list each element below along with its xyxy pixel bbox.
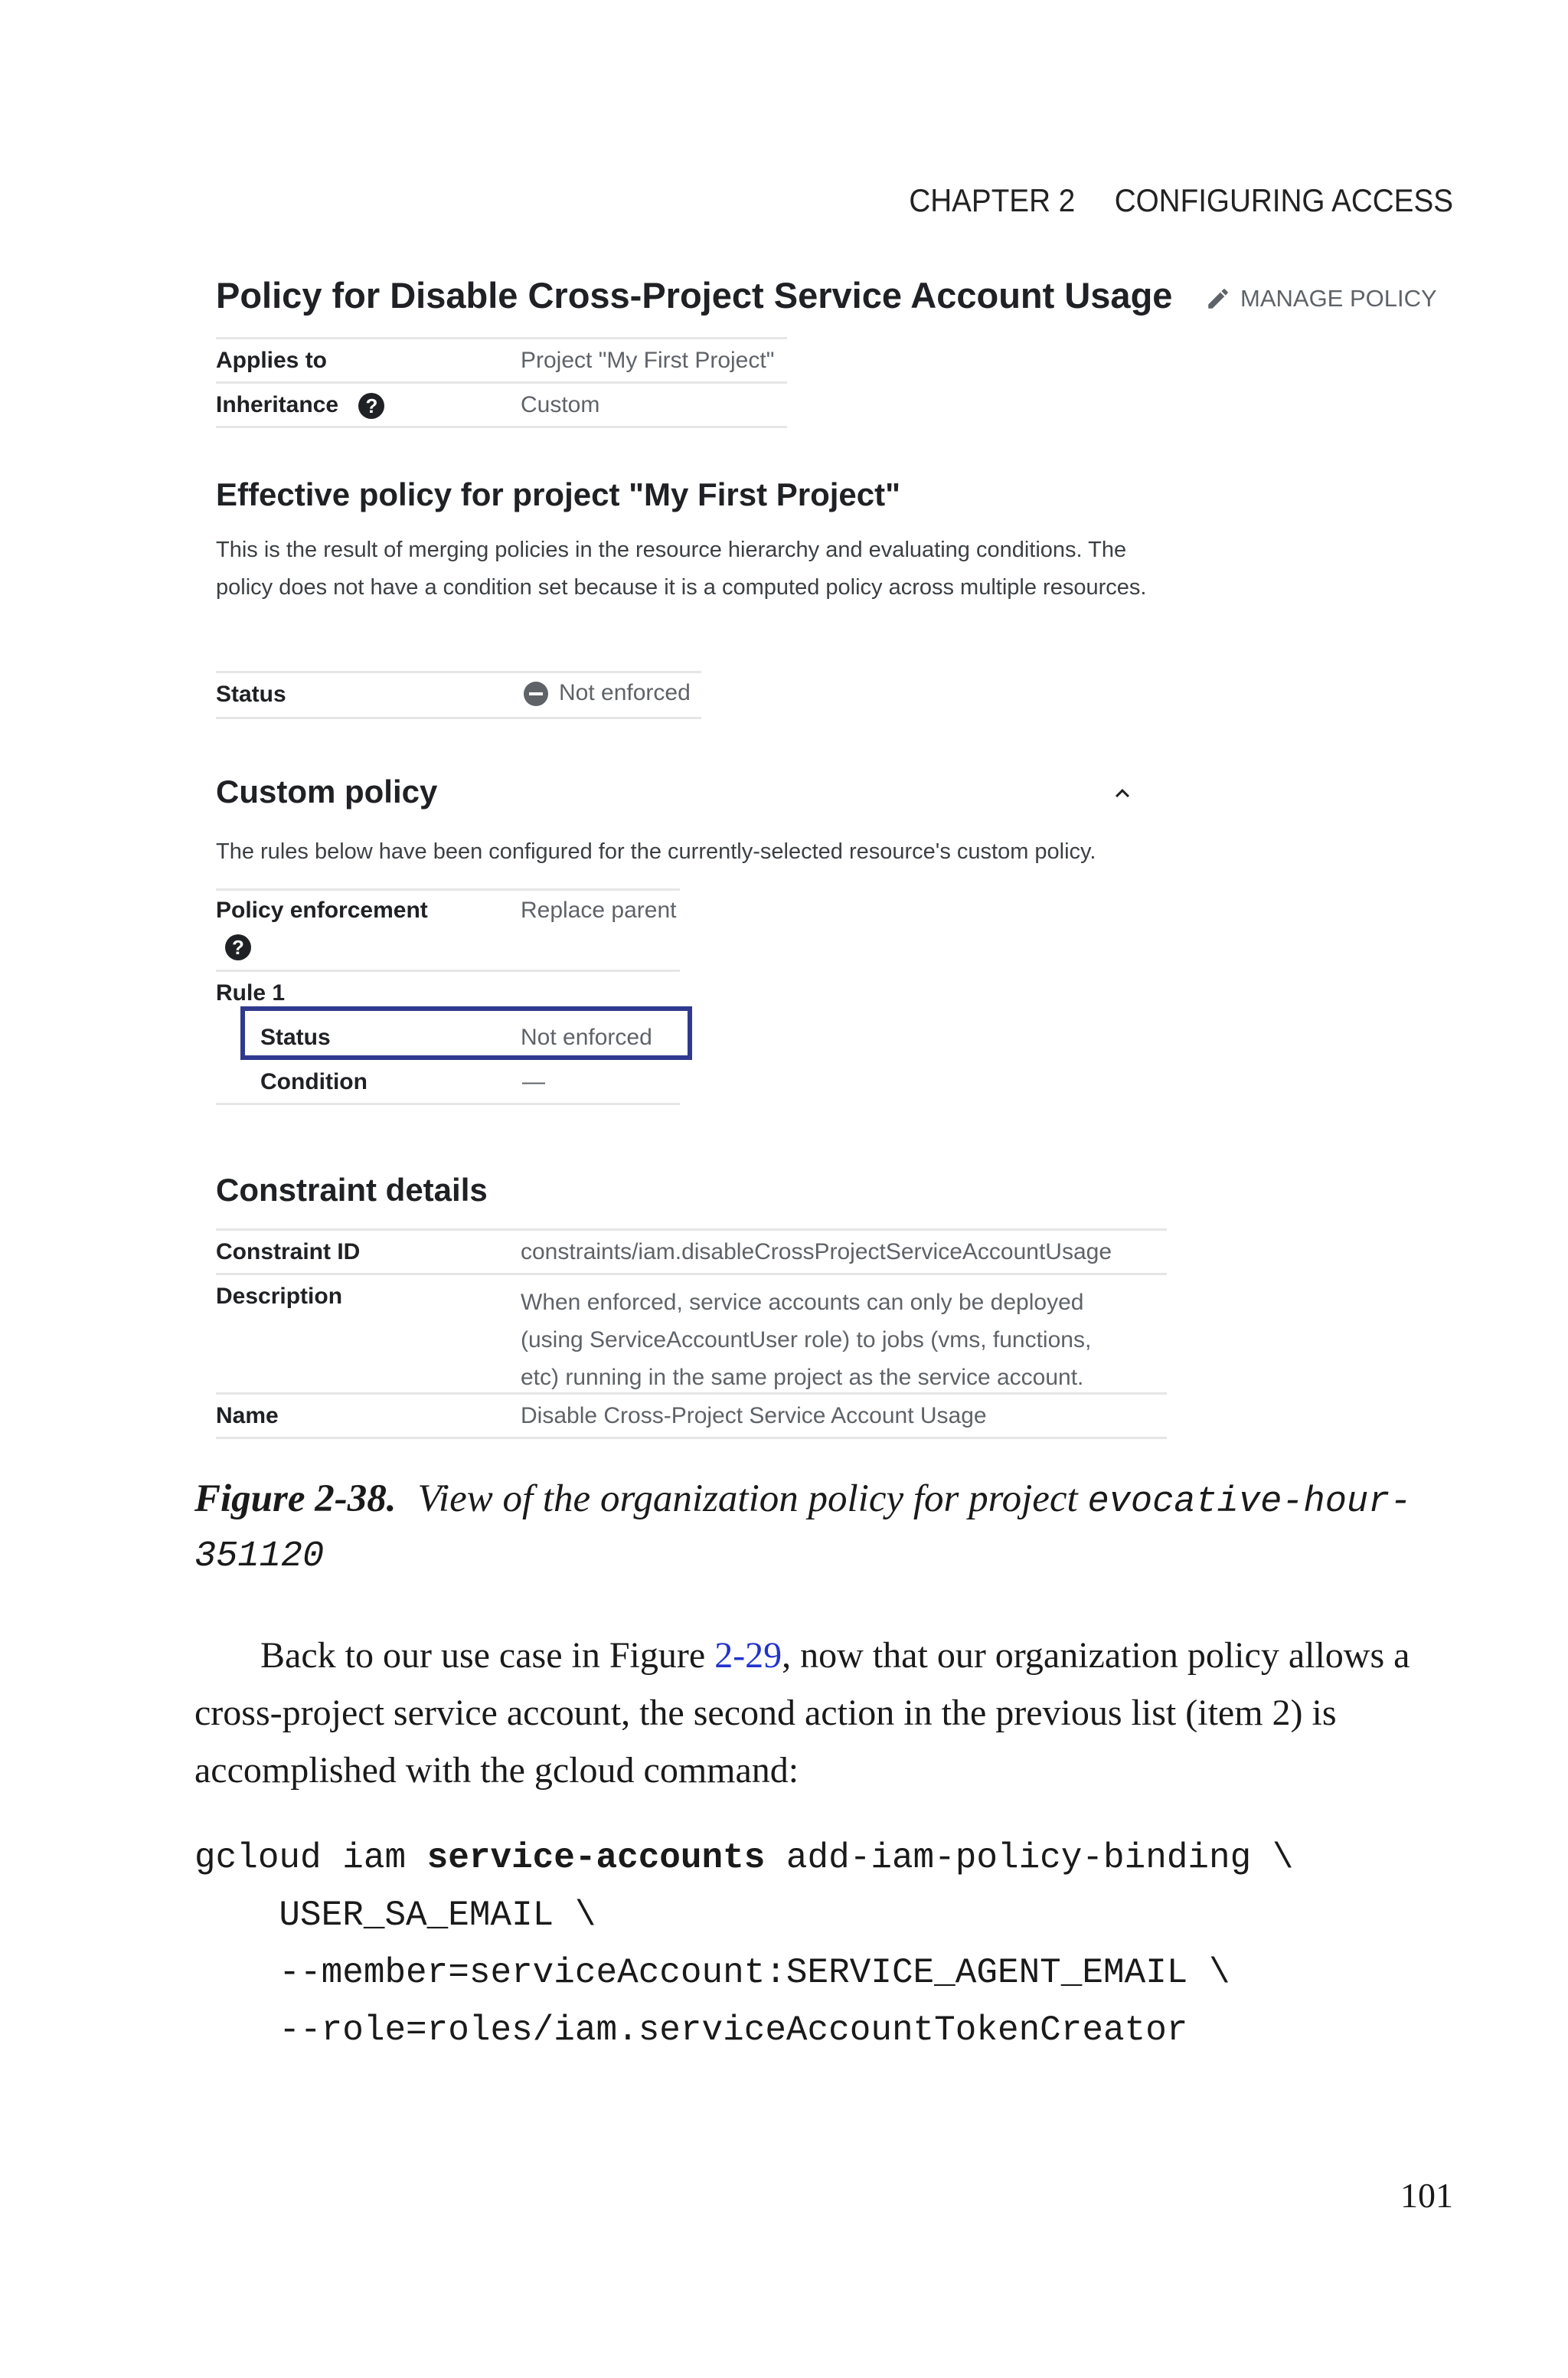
- code-keyword: service-accounts: [426, 1838, 766, 1878]
- description-line: etc) running in the same project as the service account.: [521, 1365, 1084, 1390]
- figure-link[interactable]: 2-29: [714, 1635, 782, 1676]
- divider: [216, 671, 701, 673]
- policy-enforcement-value: Replace parent: [521, 898, 677, 923]
- policy-title: Policy for Disable Cross-Project Service Account Usage: [216, 275, 1173, 316]
- help-icon[interactable]: ?: [225, 934, 251, 960]
- divider: [216, 381, 787, 384]
- condition-value: —: [522, 1069, 545, 1094]
- divider: [216, 1273, 1167, 1275]
- divider: [216, 1437, 1167, 1439]
- divider: [216, 1103, 680, 1105]
- code-segment: gcloud iam: [194, 1838, 427, 1878]
- effective-status-value: Not enforced: [559, 680, 691, 705]
- manage-policy-button[interactable]: [1205, 285, 1437, 312]
- chapter-title: CONFIGURING ACCESS: [1114, 182, 1453, 218]
- chapter-number: CHAPTER 2: [909, 182, 1076, 218]
- custom-policy-description: The rules below have been configured for the currently-selected resource's custom policy.: [216, 839, 1096, 864]
- help-icon[interactable]: ?: [358, 393, 384, 419]
- description-value: [521, 1284, 1091, 1396]
- rule-label: Rule 1: [216, 980, 286, 1006]
- applies-to-value: Project "My First Project": [521, 348, 775, 373]
- divider: [216, 1392, 1167, 1395]
- description-line: (using ServiceAccountUser role) to jobs (vms, functions,: [521, 1327, 1092, 1353]
- divider: [216, 970, 680, 972]
- effective-status-label: Status: [216, 682, 286, 707]
- effective-status: [524, 680, 691, 706]
- divider: [216, 888, 680, 891]
- description-line: When enforced, service accounts can only be deployed: [521, 1290, 1084, 1315]
- divider: [216, 717, 701, 719]
- inheritance-value: Custom: [521, 392, 600, 417]
- chevron-up-icon[interactable]: [1107, 780, 1138, 807]
- constraint-details-heading: Constraint details: [216, 1172, 488, 1208]
- running-header: [116, 182, 1453, 219]
- condition-label: Condition: [260, 1069, 368, 1094]
- code-line: USER_SA_EMAIL \: [194, 1896, 596, 1935]
- divider: [216, 337, 787, 339]
- project-id: evocative-hour-351120: [194, 1482, 1412, 1577]
- body-text-start: Back to our use case in Figure: [260, 1635, 715, 1676]
- effective-policy-description: This is the result of merging policies in the resource hierarchy and evaluating conditions. The policy does not have a condition set because it is a computed policy across multiple resources.: [216, 538, 1147, 600]
- custom-policy-heading: Custom policy: [216, 774, 438, 810]
- code-block: [194, 1830, 1293, 2059]
- inheritance-row: [216, 392, 384, 419]
- body-paragraph: [194, 1627, 1450, 1799]
- inheritance-label: Inheritance: [216, 392, 339, 417]
- code-line: [194, 1830, 1293, 1887]
- applies-to-label: Applies to: [216, 348, 328, 373]
- policy-enforcement-label: Policy enforcement: [216, 898, 428, 923]
- figure-caption: [194, 1474, 1450, 1582]
- code-line: --role=roles/iam.serviceAccountTokenCreator: [194, 2010, 1188, 2050]
- rule-status-value: Not enforced: [521, 1025, 652, 1050]
- effective-policy-heading: Effective policy for project "My First Project": [216, 476, 901, 512]
- divider: [216, 1228, 1167, 1231]
- name-label: Name: [216, 1403, 279, 1428]
- description-label: Description: [216, 1284, 343, 1309]
- code-line: --member=serviceAccount:SERVICE_AGENT_EMAIL \: [194, 1953, 1230, 1993]
- divider: [216, 426, 787, 428]
- constraint-id-label: Constraint ID: [216, 1239, 361, 1264]
- code-segment: add-iam-policy-binding \: [765, 1838, 1294, 1878]
- caption-text: View of the organization policy for project: [417, 1477, 1088, 1520]
- not-enforced-icon: [524, 682, 548, 706]
- name-value: Disable Cross-Project Service Account Usage: [521, 1403, 987, 1428]
- manage-policy-label: MANAGE POLICY: [1240, 285, 1437, 312]
- rule-status-label: Status: [260, 1025, 331, 1050]
- figure-number: Figure 2-38.: [194, 1477, 397, 1520]
- pencil-icon: [1205, 286, 1231, 312]
- constraint-id-value: constraints/iam.disableCrossProjectServiceAccountUsage: [521, 1239, 1112, 1264]
- body-text-end: , now that our organization policy allows a cross-project service account, the second action in the previous list (item 2) is accomplished with the gcloud command:: [194, 1635, 1410, 1791]
- page-number: 101: [1400, 2176, 1453, 2215]
